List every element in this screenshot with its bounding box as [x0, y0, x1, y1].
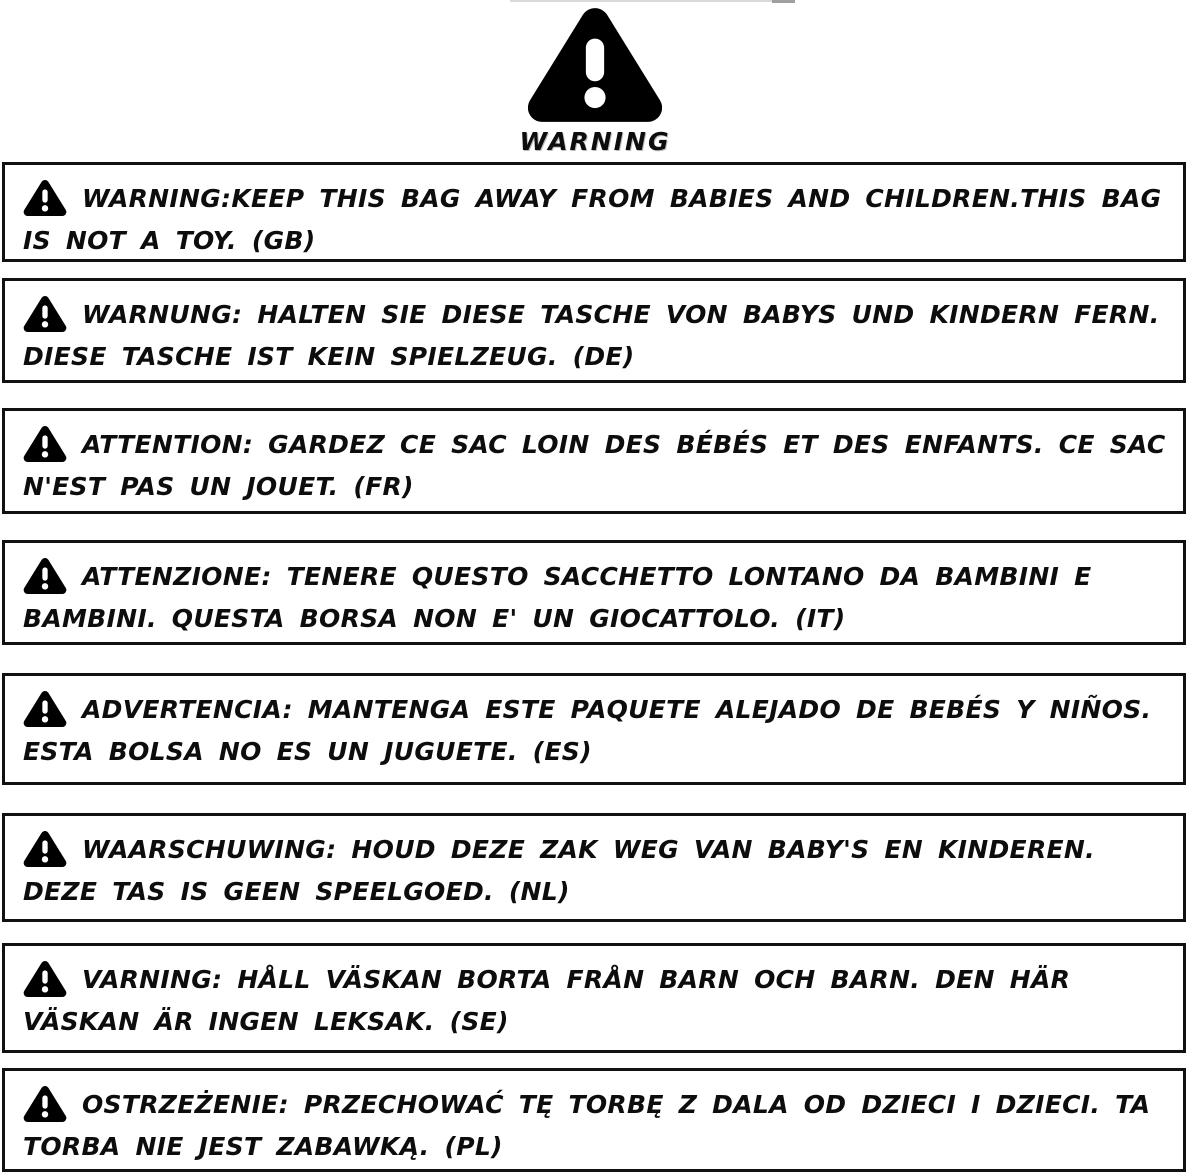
warning-triangle-icon [23, 829, 67, 869]
warning-text-line2: DEZE TAS IS GEEN SPEELGOED. (NL) [23, 877, 570, 906]
warning-text-line2: TORBA NIE JEST ZABAWKĄ. (PL) [23, 1132, 503, 1161]
cropped-box-remnant-line [510, 0, 795, 2]
warning-triangle-icon [528, 4, 662, 126]
warning-text-line1: WAARSCHUWING: HOUD DEZE ZAK WEG VAN BABY'S EN KINDEREN. [82, 834, 1095, 864]
warning-box-nl [2, 813, 1186, 922]
warning-text-line2: DIESE TASCHE IST KEIN SPIELZEUG. (DE) [23, 342, 635, 371]
warning-triangle-icon [23, 1084, 67, 1124]
warning-triangle-icon [23, 178, 67, 218]
warning-text-line1: OSTRZEŻENIE: PRZECHOWAĆ TĘ TORBĘ Z DALA OD DZIECI I DZIECI. TA [82, 1089, 1151, 1119]
warning-triangle-icon [23, 689, 67, 729]
warning-triangle-icon [23, 294, 67, 334]
warning-text-line1: ADVERTENCIA: MANTENGA ESTE PAQUETE ALEJADO DE BEBÉS Y NIÑOS. [82, 694, 1152, 724]
warning-text-line1: WARNING:KEEP THIS BAG AWAY FROM BABIES AND CHILDREN.THIS BAG [82, 183, 1162, 213]
warning-text-line1: ATTENTION: GARDEZ CE SAC LOIN DES BÉBÉS ET DES ENFANTS. CE SAC [82, 429, 1166, 459]
warning-box-pl [2, 1068, 1186, 1172]
warning-box-gb [2, 162, 1186, 262]
warning-box-de [2, 278, 1186, 383]
warning-text-line2: BAMBINI. QUESTA BORSA NON E' UN GIOCATTOLO. (IT) [23, 604, 846, 633]
cropped-box-remnant-tick [772, 0, 795, 3]
warning-text-line1: ATTENZIONE: TENERE QUESTO SACCHETTO LONTANO DA BAMBINI E [82, 561, 1092, 591]
warning-header [0, 4, 1190, 156]
warning-text-line2: N'EST PAS UN JOUET. (FR) [23, 472, 414, 501]
warning-box-es [2, 673, 1186, 785]
warning-text-line2: VÄSKAN ÄR INGEN LEKSAK. (SE) [23, 1007, 509, 1036]
warning-box-it [2, 540, 1186, 645]
warning-triangle-icon [23, 424, 67, 464]
warning-header-label: WARNING [519, 127, 671, 156]
warning-text-line2: ESTA BOLSA NO ES UN JUGUETE. (ES) [23, 737, 592, 766]
warning-triangle-icon [23, 556, 67, 596]
warning-text-line1: VARNING: HÅLL VÄSKAN BORTA FRÅN BARN OCH BARN. DEN HÄR [82, 964, 1071, 994]
warning-box-se [2, 943, 1186, 1053]
warning-triangle-icon [23, 959, 67, 999]
warning-box-fr [2, 408, 1186, 514]
warning-text-line1: WARNUNG: HALTEN SIE DIESE TASCHE VON BABYS UND KINDERN FERN. [82, 299, 1160, 329]
warning-text-line2: IS NOT A TOY. (GB) [23, 226, 316, 255]
